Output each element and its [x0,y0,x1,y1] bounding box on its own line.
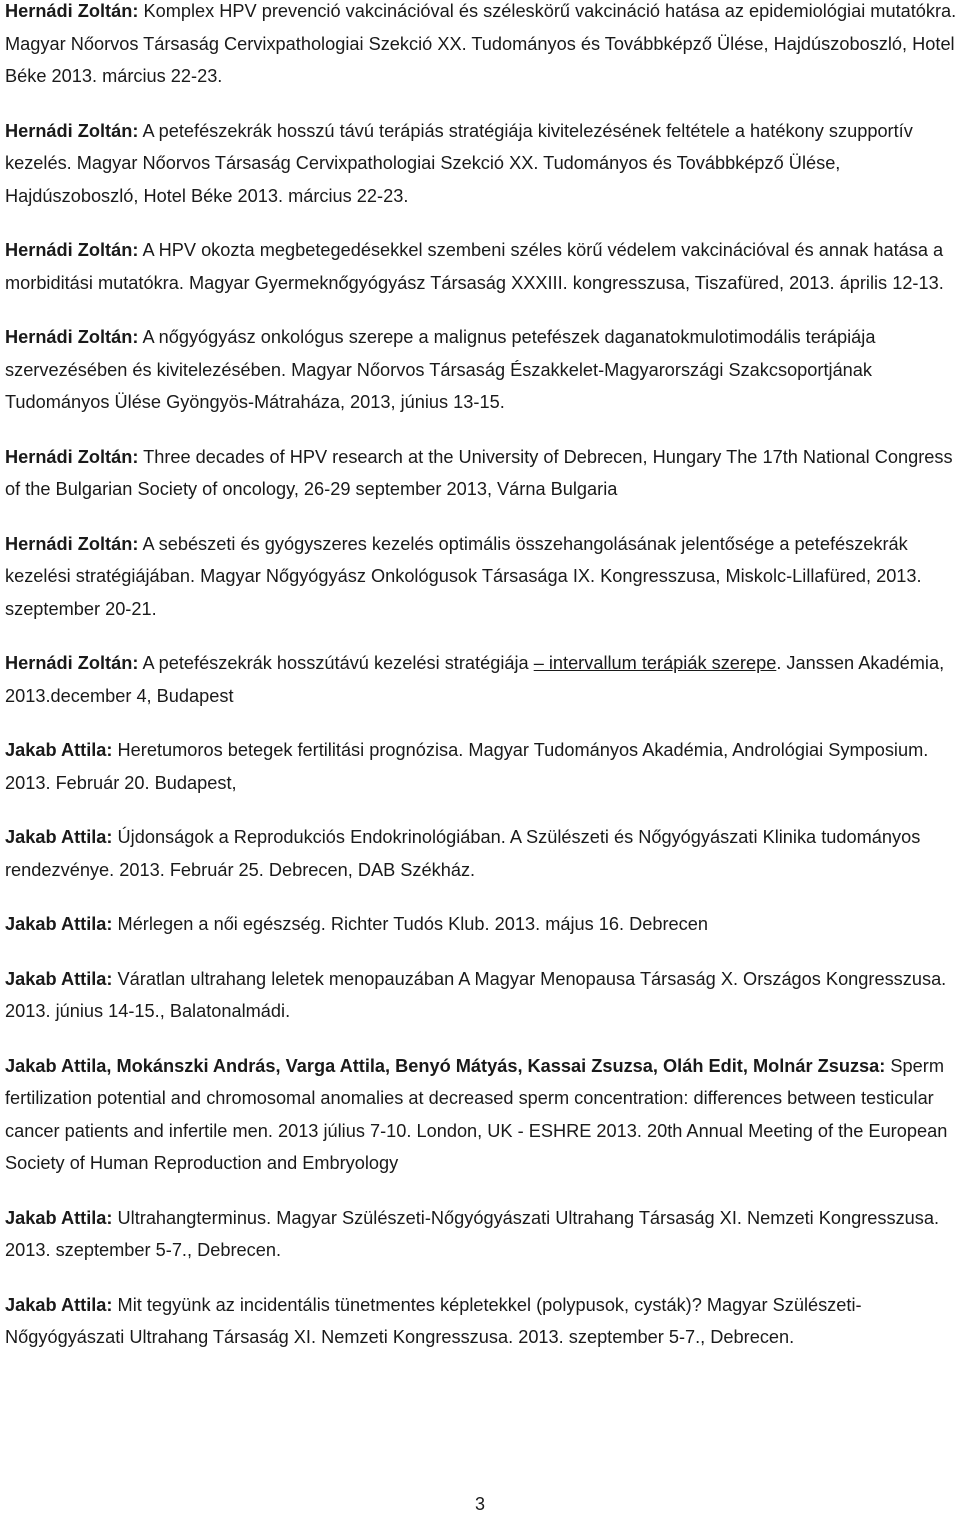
entry-authors: Jakab Attila: [5,968,113,989]
entry-authors: Jakab Attila: [5,827,113,847]
entry-text: Ultrahangterminus. Magyar Szülészeti-Nőgyógyászati Ultrahang Társaság XI. Nemzeti Kongresszusa. 2013. szeptember 5-7., Debrecen. [5,1207,940,1260]
publication-entry [5,963,957,1028]
publication-entry [5,1050,957,1180]
publication-entry [5,821,957,886]
publication-entry [5,528,957,626]
entry-authors: Hernádi Zoltán: [5,1,139,21]
entry-text: Váratlan ultrahang leletek menopauzában A Magyar Menopausa Társaság X. Országos Kongresszusa. 2013. június 14-15., Balatonalmádi. [5,968,947,1021]
entry-authors: Jakab Attila, Mokánszki András, Varga Attila, Benyó Mátyás, Kassai Zsuzsa, Oláh Edit, Molnár Zsuzsa: [5,1055,886,1076]
entry-text: Three decades of HPV research at the University of Debrecen, Hungary The 17th National Congress of the Bulgarian Society of oncology, 26-29 september 2013, Várna Bulgaria [5,446,953,499]
entry-authors: Hernádi Zoltán: [5,446,139,467]
entry-authors: Jakab Attila: [5,1294,113,1315]
publication-entry [5,321,957,419]
entry-authors: Hernádi Zoltán: [5,120,139,141]
publication-entry [5,441,957,506]
publication-entry [5,734,957,799]
publication-entry [5,1202,957,1267]
publication-entry [5,1289,957,1354]
entry-authors: Jakab Attila: [5,1207,113,1228]
publication-entry [5,647,957,712]
entry-authors: Hernádi Zoltán: [5,240,139,260]
publication-entry [5,234,957,299]
entry-text: Újdonságok a Reprodukciós Endokrinológiában. A Szülészeti és Nőgyógyászati Klinika tudományos rendezvénye. 2013. Február 25. Debrecen, DAB Székház. [5,827,921,880]
page-number: 3 [474,1494,485,1514]
entry-text: Komplex HPV prevenció vakcinációval és széleskörű vakcináció hatása az epidemiológiai mutatókra. Magyar Nőorvos Társaság Cervixpathologiai Szekció XX. Tudományos és Továbbképző Ülése, Hajdúszoboszló, Hotel Béke 2013. március 22-23. [5,1,957,86]
entry-authors: Jakab Attila: [5,914,113,934]
entry-text: A HPV okozta megbetegedésekkel szembeni széles körű védelem vakcinációval és annak hatása a morbiditási mutatókra. Magyar Gyermeknőgyógyász Társaság XXXIII. kongresszusa, Tiszafüred, 2013. április 12-13. [5,240,944,293]
entry-text: A petefészekrák hosszú távú terápiás stratégiája kivitelezésének feltétele a hatékony szupportív kezelés. Magyar Nőorvos Társaság Cervixpathologiai Szekció XX. Tudományos és Továbbképző Ülése, Hajdúszoboszló, Hotel Béke 2013. március 22-23. [5,120,913,206]
entry-text: A petefészekrák hosszútávú kezelési stratégiája [138,653,534,673]
entry-authors: Hernádi Zoltán: [5,653,139,673]
entry-underlined-text: – intervallum terápiák szerepe [533,653,777,673]
entry-text: Heretumoros betegek fertilitási prognózisa. Magyar Tudományos Akadémia, Andrológiai Symposium. 2013. Február 20. Budapest, [5,740,929,793]
publication-list [5,0,957,1376]
entry-authors: Hernádi Zoltán: [5,327,139,347]
entry-text: Sperm fertilization potential and chromosomal anomalies at decreased sperm concentration: differences between testicular cancer patients and infertile men. 2013 július 7-10. London, UK - ESHRE 2013. 20th Annual Meeting of the European Society of Human Reproduction and Embryology [5,1055,948,1173]
entry-text: Mit tegyünk az incidentális tünetmentes képletekkel (polypusok, cysták)? Magyar Szülészeti-Nőgyógyászati Ultrahang Társaság XI. Nemzeti Kongresszusa. 2013. szeptember 5-7., Debrecen. [5,1294,862,1347]
entry-text: A sebészeti és gyógyszeres kezelés optimális összehangolásának jelentősége a petefészekrák kezelési stratégiájában. Magyar Nőgyógyász Onkológusok Társasága IX. Kongresszusa, Miskolc-Lillafüred, 2013. szeptember 20-21. [5,533,922,619]
entry-authors: Jakab Attila: [5,740,113,760]
entry-text-after: . Janssen Akadémia, 2013.december 4, Budapest [5,653,945,706]
entry-text: Mérlegen a női egészség. Richter Tudós Klub. 2013. május 16. Debrecen [112,914,708,934]
publication-entry [5,0,957,93]
entry-text: A nőgyógyász onkológus szerepe a malignus petefészek daganatokmulotimodális terápiája szervezésében és kivitelezésében. Magyar Nőorvos Társaság Északkelet-Magyarországi Szakcsoportjának Tudományos Ülése Gyöngyös-Mátraháza, 2013, június 13-15. [5,327,876,412]
publication-entry [5,115,957,213]
entry-authors: Hernádi Zoltán: [5,533,139,554]
publication-entry [5,908,957,941]
